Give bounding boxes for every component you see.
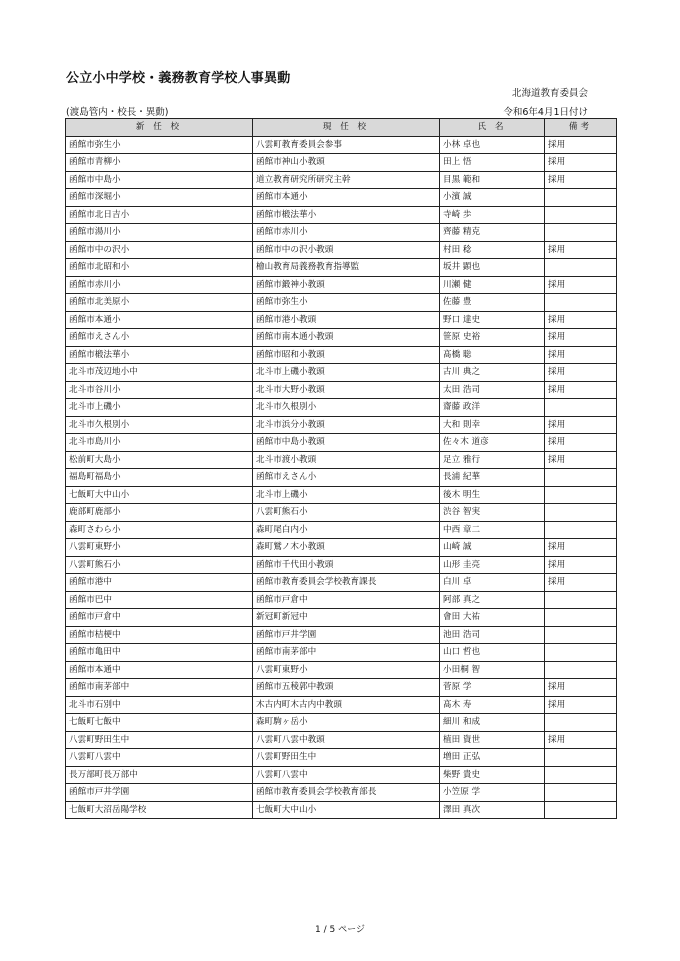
current-school-cell: 七飯町大中山小	[253, 801, 440, 819]
name-cell: 白川 卓	[440, 574, 545, 592]
current-school-cell: 函館市えさん小	[253, 469, 440, 487]
table-row	[66, 521, 617, 539]
current-school-cell: 函館市教育委員会学校教育課長	[253, 574, 440, 592]
remarks-cell	[545, 644, 617, 662]
table-header-row	[66, 119, 617, 137]
new-school-cell: 鹿部町鹿部小	[66, 504, 253, 522]
table-row	[66, 206, 617, 224]
table-row	[66, 714, 617, 732]
table-row	[66, 591, 617, 609]
name-cell: 柴野 貴史	[440, 766, 545, 784]
table-row	[66, 539, 617, 557]
table-row	[66, 171, 617, 189]
page-number: 1 / 5 ページ	[315, 925, 365, 935]
table-row	[66, 416, 617, 434]
table-row	[66, 259, 617, 277]
name-cell: 山口 哲也	[440, 644, 545, 662]
current-school-cell: 北斗市浜分小教頭	[253, 416, 440, 434]
remarks-cell	[545, 626, 617, 644]
remarks-cell: 採用	[545, 574, 617, 592]
new-school-cell: 函館市椴法華小	[66, 346, 253, 364]
name-cell: 髙木 寿	[440, 696, 545, 714]
new-school-cell: 北斗市谷川小	[66, 381, 253, 399]
remarks-cell	[545, 259, 617, 277]
table-row	[66, 364, 617, 382]
new-school-cell: 函館市赤川小	[66, 276, 253, 294]
remarks-cell	[545, 224, 617, 242]
name-cell: 川瀬 健	[440, 276, 545, 294]
page-title: 公立小中学校・義務教育学校人事異動	[66, 71, 291, 86]
current-school-cell: 函館市南本通小教頭	[253, 329, 440, 347]
name-cell: 村田 稔	[440, 241, 545, 259]
name-cell: 渋谷 智実	[440, 504, 545, 522]
current-school-cell: 函館市昭和小教頭	[253, 346, 440, 364]
table-row	[66, 696, 617, 714]
new-school-cell: 函館市戸井学園	[66, 784, 253, 802]
new-school-cell: 函館市本通小	[66, 311, 253, 329]
new-school-cell: 函館市えさん小	[66, 329, 253, 347]
new-school-cell: 函館市深堀小	[66, 189, 253, 207]
new-school-cell: 函館市戸倉中	[66, 609, 253, 627]
new-school-cell: 七飯町大中山小	[66, 486, 253, 504]
remarks-cell: 採用	[545, 276, 617, 294]
new-school-cell: 北斗市茂辺地小中	[66, 364, 253, 382]
remarks-cell: 採用	[545, 679, 617, 697]
new-school-cell: 函館市亀田中	[66, 644, 253, 662]
table-row	[66, 784, 617, 802]
table-row	[66, 626, 617, 644]
name-cell: 小林 卓也	[440, 136, 545, 154]
name-cell: 目黒 範和	[440, 171, 545, 189]
new-school-cell: 北斗市石別中	[66, 696, 253, 714]
remarks-cell: 採用	[545, 346, 617, 364]
name-cell: 太田 浩司	[440, 381, 545, 399]
current-school-cell: 函館市赤川小	[253, 224, 440, 242]
name-cell: 中西 章二	[440, 521, 545, 539]
name-cell: 小田桐 智	[440, 661, 545, 679]
name-cell: 田上 悟	[440, 154, 545, 172]
name-cell: 阿部 真之	[440, 591, 545, 609]
new-school-cell: 函館市本通中	[66, 661, 253, 679]
name-cell: 後木 明生	[440, 486, 545, 504]
new-school-cell: 八雲町八雲中	[66, 749, 253, 767]
remarks-cell	[545, 801, 617, 819]
current-school-cell: 森町尾白内小	[253, 521, 440, 539]
current-school-cell: 北斗市上磯小	[253, 486, 440, 504]
name-cell: 細川 和成	[440, 714, 545, 732]
remarks-cell: 採用	[545, 539, 617, 557]
table-row	[66, 609, 617, 627]
header-remarks: 備考	[545, 119, 617, 137]
name-cell: 寺崎 歩	[440, 206, 545, 224]
new-school-cell: 函館市湯川小	[66, 224, 253, 242]
table-row	[66, 434, 617, 452]
remarks-cell: 採用	[545, 364, 617, 382]
current-school-cell: 函館市戸倉中	[253, 591, 440, 609]
new-school-cell: 七飯町七飯中	[66, 714, 253, 732]
name-cell: 佐藤 豊	[440, 294, 545, 312]
table-row	[66, 644, 617, 662]
new-school-cell: 八雲町熊石小	[66, 556, 253, 574]
remarks-cell	[545, 714, 617, 732]
current-school-cell: 北斗市渡小教頭	[253, 451, 440, 469]
new-school-cell: 八雲町東野小	[66, 539, 253, 557]
new-school-cell: 長万部町長万部中	[66, 766, 253, 784]
current-school-cell: 八雲町東野小	[253, 661, 440, 679]
current-school-cell: 函館市千代田小教頭	[253, 556, 440, 574]
current-school-cell: 函館市教育委員会学校教育部長	[253, 784, 440, 802]
remarks-cell	[545, 766, 617, 784]
new-school-cell: 函館市北昭和小	[66, 259, 253, 277]
table-row	[66, 504, 617, 522]
table-row	[66, 731, 617, 749]
remarks-cell	[545, 469, 617, 487]
table-row	[66, 679, 617, 697]
table-row	[66, 276, 617, 294]
remarks-cell	[545, 591, 617, 609]
new-school-cell: 函館市中島小	[66, 171, 253, 189]
new-school-cell: 北斗市上磯小	[66, 399, 253, 417]
header-current-school: 現 任 校	[253, 119, 440, 137]
table-row	[66, 749, 617, 767]
current-school-cell: 函館市港小教頭	[253, 311, 440, 329]
table-row	[66, 294, 617, 312]
current-school-cell: 新冠町新冠中	[253, 609, 440, 627]
new-school-cell: 函館市巴中	[66, 591, 253, 609]
name-cell: 長浦 紀華	[440, 469, 545, 487]
current-school-cell: 函館市椴法華小	[253, 206, 440, 224]
current-school-cell: 函館市中島小教頭	[253, 434, 440, 452]
current-school-cell: 函館市神山小教頭	[253, 154, 440, 172]
table-row	[66, 346, 617, 364]
current-school-cell: 檜山教育局義務教育指導監	[253, 259, 440, 277]
name-cell: 増田 正弘	[440, 749, 545, 767]
effective-date: 令和6年4月1日付け	[503, 107, 588, 118]
table-row	[66, 311, 617, 329]
current-school-cell: 八雲町教育委員会参事	[253, 136, 440, 154]
name-cell: 山形 圭亮	[440, 556, 545, 574]
new-school-cell: 函館市青柳小	[66, 154, 253, 172]
remarks-cell: 採用	[545, 381, 617, 399]
table-row	[66, 486, 617, 504]
remarks-cell	[545, 661, 617, 679]
current-school-cell: 森町鷲ノ木小教頭	[253, 539, 440, 557]
new-school-cell: 森町さわら小	[66, 521, 253, 539]
current-school-cell: 函館市弥生小	[253, 294, 440, 312]
name-cell: 足立 雅行	[440, 451, 545, 469]
new-school-cell: 函館市北日吉小	[66, 206, 253, 224]
name-cell: 山崎 誠	[440, 539, 545, 557]
current-school-cell: 八雲町熊石小	[253, 504, 440, 522]
name-cell: 齋藤 政洋	[440, 399, 545, 417]
name-cell: 髙橋 聡	[440, 346, 545, 364]
name-cell: 植田 資世	[440, 731, 545, 749]
new-school-cell: 函館市中の沢小	[66, 241, 253, 259]
name-cell: 菅原 学	[440, 679, 545, 697]
name-cell: 大和 則幸	[440, 416, 545, 434]
remarks-cell: 採用	[545, 171, 617, 189]
remarks-cell: 採用	[545, 416, 617, 434]
new-school-cell: 函館市桔梗中	[66, 626, 253, 644]
current-school-cell: 函館市南茅部中	[253, 644, 440, 662]
current-school-cell: 八雲町八雲中教頭	[253, 731, 440, 749]
name-cell: 笹原 史裕	[440, 329, 545, 347]
current-school-cell: 函館市鍛神小教頭	[253, 276, 440, 294]
name-cell: 齊藤 精克	[440, 224, 545, 242]
name-cell: 小濱 誠	[440, 189, 545, 207]
current-school-cell: 函館市本通小	[253, 189, 440, 207]
new-school-cell: 七飯町大沼岳陽学校	[66, 801, 253, 819]
new-school-cell: 函館市弥生小	[66, 136, 253, 154]
table-row	[66, 154, 617, 172]
current-school-cell: 八雲町野田生中	[253, 749, 440, 767]
remarks-cell: 採用	[545, 556, 617, 574]
current-school-cell: 木古内町木古内中教頭	[253, 696, 440, 714]
name-cell: 小笠原 学	[440, 784, 545, 802]
table-row	[66, 556, 617, 574]
table-row	[66, 136, 617, 154]
name-cell: 會田 大祐	[440, 609, 545, 627]
new-school-cell: 函館市北美原小	[66, 294, 253, 312]
table-row	[66, 766, 617, 784]
table-row	[66, 451, 617, 469]
remarks-cell: 採用	[545, 451, 617, 469]
table-row	[66, 381, 617, 399]
name-cell: 佐々木 道彦	[440, 434, 545, 452]
remarks-cell	[545, 189, 617, 207]
current-school-cell: 森町駒ヶ岳小	[253, 714, 440, 732]
table-row	[66, 224, 617, 242]
new-school-cell: 福島町福島小	[66, 469, 253, 487]
current-school-cell: 八雲町八雲中	[253, 766, 440, 784]
remarks-cell	[545, 294, 617, 312]
current-school-cell: 函館市中の沢小教頭	[253, 241, 440, 259]
table-row	[66, 469, 617, 487]
remarks-cell: 採用	[545, 241, 617, 259]
new-school-cell: 北斗市久根別小	[66, 416, 253, 434]
current-school-cell: 函館市戸井学園	[253, 626, 440, 644]
remarks-cell	[545, 784, 617, 802]
remarks-cell: 採用	[545, 434, 617, 452]
name-cell: 池田 浩司	[440, 626, 545, 644]
remarks-cell	[545, 504, 617, 522]
remarks-cell: 採用	[545, 329, 617, 347]
remarks-cell	[545, 206, 617, 224]
new-school-cell: 八雲町野田生中	[66, 731, 253, 749]
remarks-cell	[545, 609, 617, 627]
new-school-cell: 松前町大島小	[66, 451, 253, 469]
new-school-cell: 函館市港中	[66, 574, 253, 592]
new-school-cell: 北斗市島川小	[66, 434, 253, 452]
table-row	[66, 661, 617, 679]
area-label: (渡島管内・校長・異動)	[66, 107, 169, 118]
current-school-cell: 北斗市久根別小	[253, 399, 440, 417]
current-school-cell: 北斗市上磯小教頭	[253, 364, 440, 382]
remarks-cell: 採用	[545, 696, 617, 714]
header-name: 氏 名	[440, 119, 545, 137]
personnel-table	[65, 118, 617, 819]
table-row	[66, 574, 617, 592]
remarks-cell	[545, 399, 617, 417]
new-school-cell: 函館市南茅部中	[66, 679, 253, 697]
remarks-cell: 採用	[545, 136, 617, 154]
remarks-cell: 採用	[545, 311, 617, 329]
remarks-cell	[545, 521, 617, 539]
table-row	[66, 399, 617, 417]
table-row	[66, 241, 617, 259]
current-school-cell: 道立教育研究所研究主幹	[253, 171, 440, 189]
remarks-cell: 採用	[545, 731, 617, 749]
table-row	[66, 801, 617, 819]
name-cell: 澤田 真次	[440, 801, 545, 819]
name-cell: 坂井 顕也	[440, 259, 545, 277]
current-school-cell: 北斗市大野小教頭	[253, 381, 440, 399]
name-cell: 野口 達史	[440, 311, 545, 329]
header-new-school: 新 任 校	[66, 119, 253, 137]
remarks-cell: 採用	[545, 154, 617, 172]
current-school-cell: 函館市五稜郭中教頭	[253, 679, 440, 697]
table-row	[66, 189, 617, 207]
name-cell: 古川 典之	[440, 364, 545, 382]
remarks-cell	[545, 749, 617, 767]
table-row	[66, 329, 617, 347]
remarks-cell	[545, 486, 617, 504]
organization-name: 北海道教育委員会	[511, 88, 588, 99]
